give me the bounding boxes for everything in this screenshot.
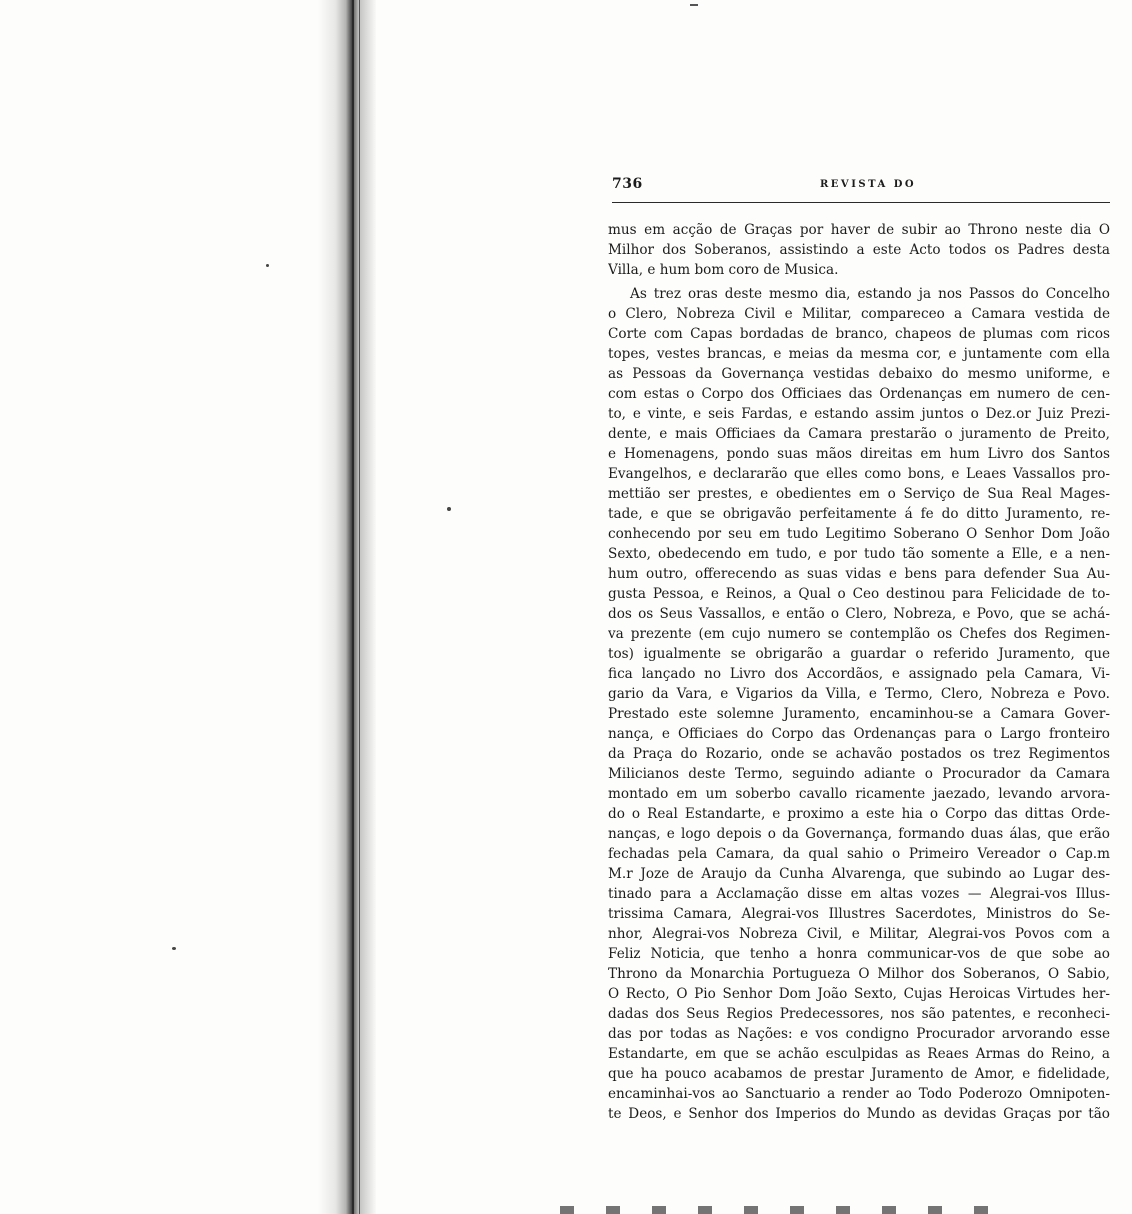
page-header xyxy=(612,176,1110,203)
text-line: hum outro, offerecendo as suas vidas e bens para defender Sua Au- xyxy=(608,566,1110,582)
text-line: encaminhai-vos ao Sanctuario a render ao Todo Poderozo Omnipoten- xyxy=(608,1086,1110,1102)
book-gutter-shadow xyxy=(318,0,376,1214)
text-line: mus em acção de Graças por haver de subir ao Throno neste dia O xyxy=(608,222,1110,238)
book-spine-edge xyxy=(352,0,354,1214)
paragraph-2 xyxy=(608,284,1110,1124)
text-line: gario da Vara, e Vigarios da Villa, e Termo, Clero, Nobreza e Povo. xyxy=(608,686,1110,702)
text-line: o Clero, Nobreza Civil e Militar, compareceo a Camara vestida de xyxy=(608,306,1110,322)
page-number: 736 xyxy=(612,176,643,192)
text-line: e Homenagens, pondo suas mãos direitas em hum Livro dos Santos xyxy=(608,446,1110,462)
text-line: As trez oras deste mesmo dia, estando ja nos Passos do Concelho xyxy=(630,286,1110,302)
text-line: fechadas pela Camara, da qual sahio o Primeiro Vereador o Cap.m xyxy=(608,846,1110,862)
text-line: Corte com Capas bordadas de branco, chapeos de plumas com ricos xyxy=(608,326,1110,342)
text-line: Evangelhos, e declararão que elles como bons, e Leaes Vassallos pro- xyxy=(608,466,1110,482)
text-line: Sexto, obedecendo em tudo, e por tudo tão somente a Elle, e a nen- xyxy=(608,546,1110,562)
text-line: Throno da Monarchia Portugueza O Milhor dos Soberanos, O Sabio, xyxy=(608,966,1110,982)
scan-artifact-bottom xyxy=(560,1206,1000,1214)
running-head: REVISTA DO xyxy=(820,179,917,190)
text-line: to, e vinte, e seis Fardas, e estando assim juntos o Dez.or Juiz Prezi- xyxy=(608,406,1110,422)
text-line: M.r Joze de Araujo da Cunha Alvarenga, que subindo ao Lugar des- xyxy=(608,866,1110,882)
text-line: nhor, Alegrai-vos Nobreza Civil, e Militar, Alegrai-vos Povos com a xyxy=(608,926,1110,942)
text-line: Villa, e hum bom coro de Musica. xyxy=(608,262,839,278)
paragraph-1 xyxy=(608,220,1110,280)
text-line: te Deos, e Senhor dos Imperios do Mundo as devidas Graças por tão xyxy=(608,1106,1110,1122)
text-line: do o Real Estandarte, e proximo a este hia o Corpo das dittas Orde- xyxy=(608,806,1110,822)
text-line: nanças, e logo depois o da Governança, formando duas álas, que erão xyxy=(608,826,1110,842)
text-line: tinado para a Acclamação disse em altas vozes — Alegrai-vos Illus- xyxy=(608,886,1110,902)
text-line: va prezente (em cujo numero se contemplão os Chefes dos Regimen- xyxy=(608,626,1110,642)
text-line: dos os Seus Vassallos, e então o Clero, Nobreza, e Povo, que se achá- xyxy=(608,606,1110,622)
text-line: tade, e que se obrigavão perfeitamente á fe do ditto Juramento, re- xyxy=(608,506,1110,522)
scan-artifact-top xyxy=(690,4,698,6)
text-line: mettião ser prestes, e obedientes em o Serviço de Sua Real Mages- xyxy=(608,486,1110,502)
text-line: Feliz Noticia, que tenho a honra communicar-vos de que sobe ao xyxy=(608,946,1110,962)
text-line: gusta Pessoa, e Reinos, a Qual o Ceo destinou para Felicidade de to- xyxy=(608,586,1110,602)
text-line: que ha pouco acabamos de prestar Juramento de Amor, e fidelidade, xyxy=(608,1066,1110,1082)
book-spine-edge-inner xyxy=(359,0,360,1214)
text-line: das por todas as Nações: e vos condigno Procurador arvorando esse xyxy=(608,1026,1110,1042)
text-line: Prestado este solemne Juramento, encaminhou-se a Camara Gover- xyxy=(608,706,1110,722)
text-line: Milicianos deste Termo, seguindo adiante o Procurador da Camara xyxy=(608,766,1110,782)
text-line: O Recto, O Pio Senhor Dom João Sexto, Cujas Heroicas Virtudes her- xyxy=(608,986,1110,1002)
text-line: fica lançado no Livro dos Accordãos, e assignado pela Camara, Vi- xyxy=(608,666,1110,682)
text-line: dadas dos Seus Regios Predecessores, nos são patentes, e reconheci- xyxy=(608,1006,1110,1022)
text-line: conhecendo por seu em tudo Legitimo Soberano O Senhor Dom João xyxy=(608,526,1110,542)
page-body-text xyxy=(608,220,1110,1124)
scan-speck xyxy=(172,947,176,950)
text-line: trissima Camara, Alegrai-vos Illustres Sacerdotes, Ministros do Se- xyxy=(608,906,1110,922)
text-line: topes, vestes brancas, e meias da mesma cor, e juntamente com ella xyxy=(608,346,1110,362)
text-line: nança, e Officiaes do Corpo das Ordenanças para o Largo fronteiro xyxy=(608,726,1110,742)
text-line: Estandarte, em que se achão esculpidas as Reaes Armas do Reino, a xyxy=(608,1046,1110,1062)
text-line: tos) igualmente se obrigarão a guardar o referido Juramento, que xyxy=(608,646,1110,662)
text-line: da Praça do Rozario, onde se achavão postados os trez Regimentos xyxy=(608,746,1110,762)
scan-speck xyxy=(447,507,451,511)
text-line: Milhor dos Soberanos, assistindo a este Acto todos os Padres desta xyxy=(608,242,1110,258)
text-line: dente, e mais Officiaes da Camara prestarão o juramento de Preito, xyxy=(608,426,1110,442)
scan-speck xyxy=(266,264,269,267)
text-line: montado em um soberbo cavallo ricamente jaezado, levando arvora- xyxy=(608,786,1110,802)
text-line: com estas o Corpo dos Officiaes das Ordenanças em numero de cen- xyxy=(608,386,1110,402)
text-line: as Pessoas da Governança vestidas debaixo do mesmo uniforme, e xyxy=(608,366,1110,382)
